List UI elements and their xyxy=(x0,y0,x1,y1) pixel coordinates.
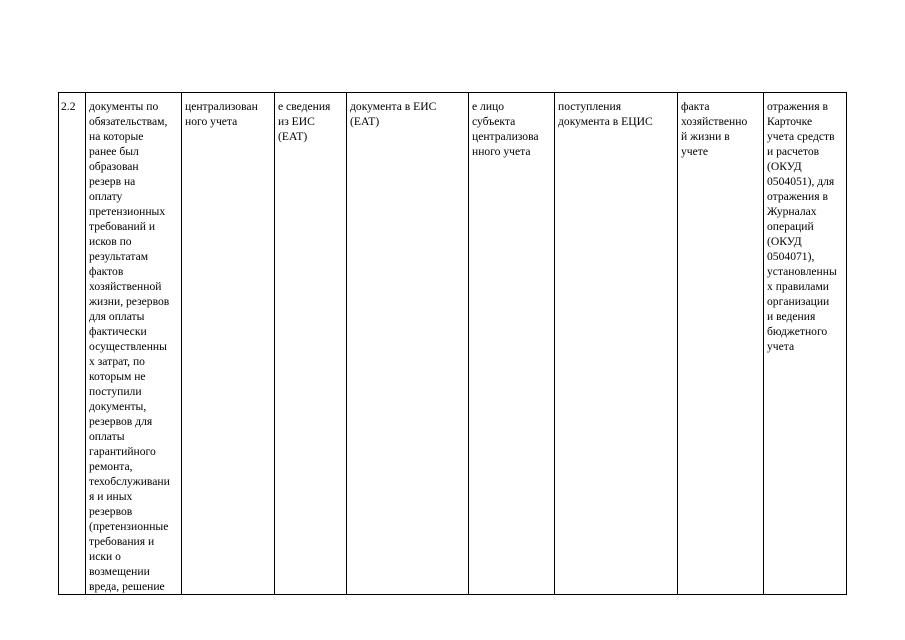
document-table xyxy=(58,92,847,595)
economic-fact-cell xyxy=(678,93,764,595)
centralized-accounting-cell xyxy=(182,93,275,595)
row-number-cell xyxy=(59,93,86,595)
reflection-text: отражения в Карточке учета средств и расчетов (ОКУД 0504051), для отражения в Журналах операций (ОКУД 0504071), установленны х правилами организации и ведения бюджетного учета xyxy=(767,100,837,353)
eis-document-cell xyxy=(347,93,469,595)
row-number: 2.2 xyxy=(61,100,76,113)
eis-info-text: е сведения из ЕИС (ЕАТ) xyxy=(278,100,331,143)
reflection-cell xyxy=(764,93,847,595)
responsible-person-cell xyxy=(469,93,555,595)
eis-document-text: документа в ЕИС (ЕАТ) xyxy=(350,100,437,128)
documents-description-cell xyxy=(86,93,182,595)
documents-description-text: документы по обязательствам, на которые ранее был образован резерв на оплату претензионных требований и исков по результатам фактов хозяйственной жизни, резервов для оплаты фактически осуществленны х затрат, по которым не поступили документы, резервов для оплаты гарантийного ремонта, техобслуживани я и иных резервов (претензионные требования и иски о возмещении вреда, решение xyxy=(89,100,170,593)
responsible-person-text: е лицо субъекта централизова нного учета xyxy=(472,100,539,158)
economic-fact-text: факта хозяйственно й жизни в учете xyxy=(681,100,748,158)
table-row xyxy=(59,93,847,595)
eis-info-cell xyxy=(275,93,347,595)
ecis-receipt-cell xyxy=(555,93,678,595)
ecis-receipt-text: поступления документа в ЕЦИС xyxy=(558,100,653,128)
centralized-accounting-text: централизован ного учета xyxy=(185,100,258,128)
